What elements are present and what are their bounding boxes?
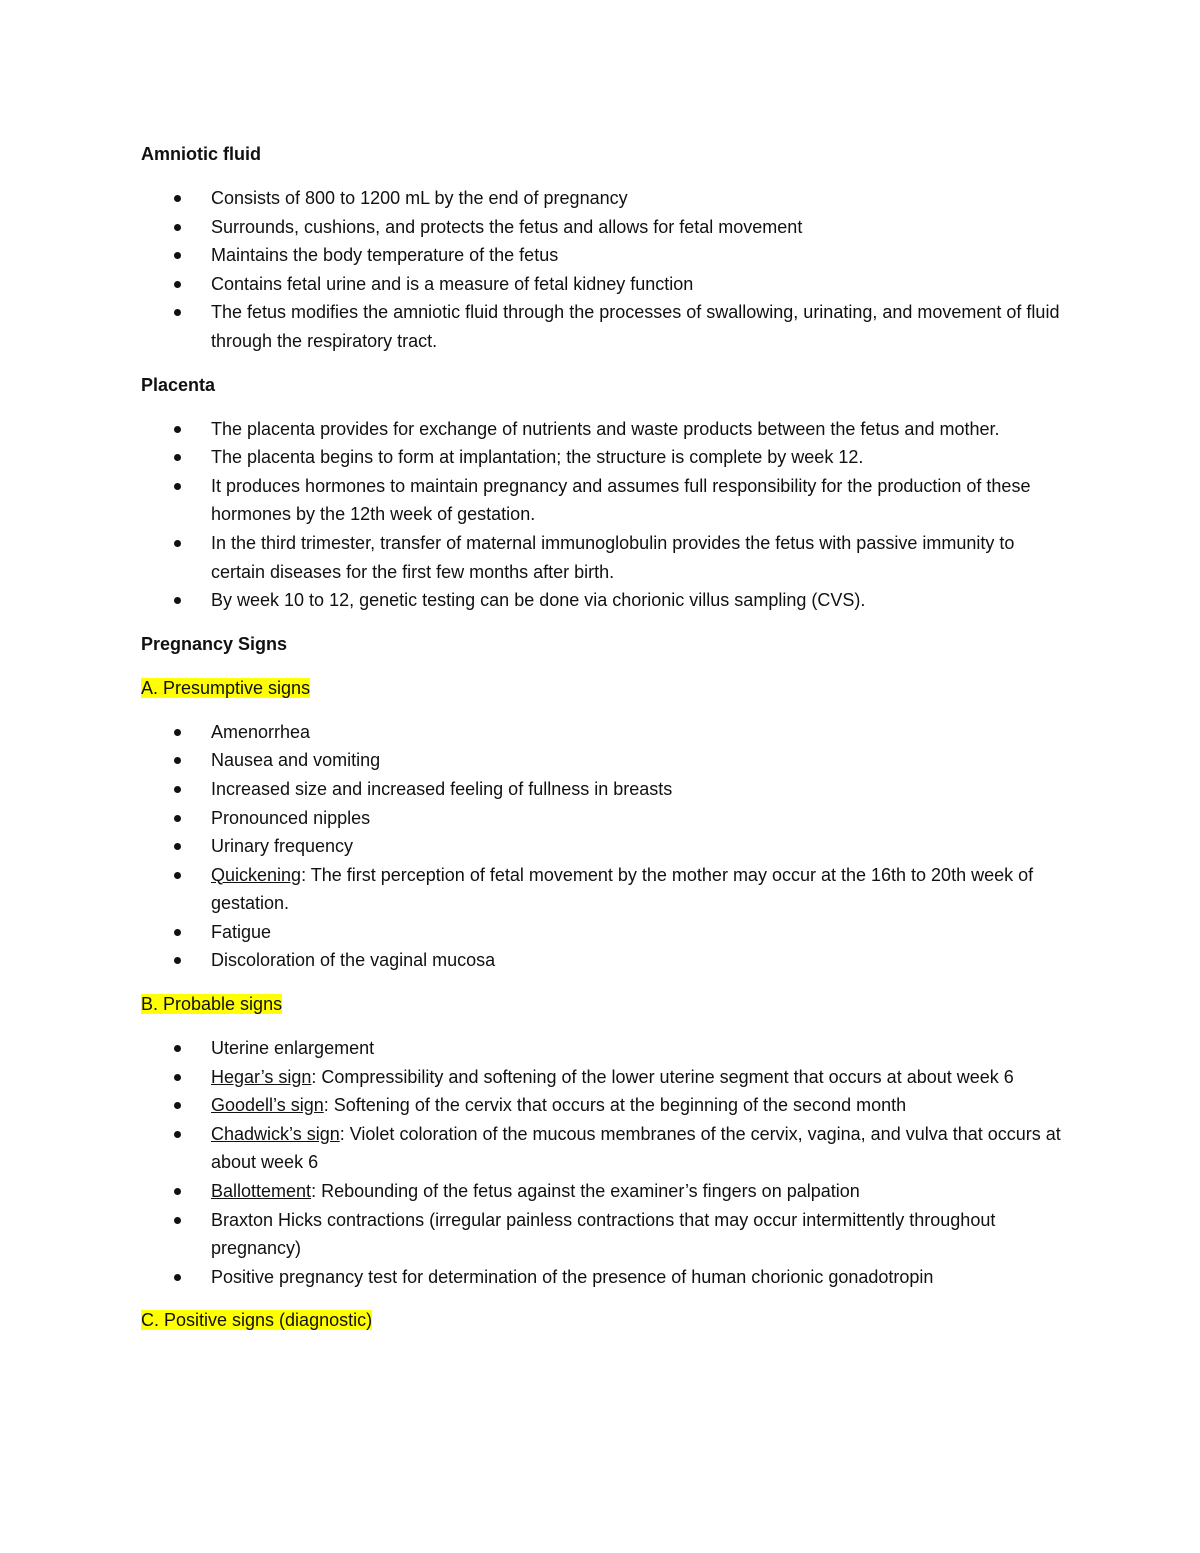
list-item: Increased size and increased feeling of fullness in breasts <box>141 775 1071 804</box>
list-item: Surrounds, cushions, and protects the fetus and allows for fetal movement <box>141 213 1071 242</box>
list-item: By week 10 to 12, genetic testing can be done via chorionic villus sampling (CVS). <box>141 586 1071 615</box>
list-item: The placenta begins to form at implantation; the structure is complete by week 12. <box>141 443 1071 472</box>
highlighted-text: C. Positive signs (diagnostic) <box>141 1310 373 1331</box>
bullet-icon <box>174 252 181 259</box>
list-item: The placenta provides for exchange of nutrients and waste products between the fetus and mother. <box>141 415 1071 444</box>
document-page <box>141 140 1071 1350</box>
section-heading-amniotic-fluid: Amniotic fluid <box>141 144 261 164</box>
list-item: Positive pregnancy test for determination of the presence of human chorionic gonadotropin <box>141 1263 1071 1292</box>
bullet-icon <box>174 426 181 433</box>
highlighted-text: B. Probable signs <box>141 994 283 1015</box>
list-item: Uterine enlargement <box>141 1034 1071 1063</box>
list-item: The fetus modifies the amniotic fluid through the processes of swallowing, urinating, and movement of fluid through the respiratory tract. <box>141 298 1071 355</box>
bullet-icon <box>174 1274 181 1281</box>
probable-signs-list <box>141 1034 1071 1291</box>
bullet-icon <box>174 1045 181 1052</box>
bullet-icon <box>174 1217 181 1224</box>
list-item: In the third trimester, transfer of maternal immunoglobulin provides the fetus with passive immunity to certain diseases for the first few months after birth. <box>141 529 1071 586</box>
placenta-list <box>141 415 1071 615</box>
list-item: Quickening: The first perception of fetal movement by the mother may occur at the 16th to 20th week of gestation. <box>141 861 1071 918</box>
subheading-probable-signs <box>141 990 1071 1019</box>
section-heading-pregnancy-signs: Pregnancy Signs <box>141 633 288 654</box>
bullet-icon <box>174 454 181 461</box>
term-hegars-sign: Hegar’s sign <box>211 1066 312 1087</box>
list-item: Hegar’s sign: Compressibility and softening of the lower uterine segment that occurs at about week 6 <box>141 1063 1071 1092</box>
bullet-icon <box>174 1102 181 1109</box>
highlighted-text: A. Presumptive signs <box>141 677 311 698</box>
bullet-icon <box>174 843 181 850</box>
bullet-icon <box>174 195 181 202</box>
bullet-icon <box>174 1188 181 1195</box>
bullet-icon <box>174 872 181 879</box>
list-item: Chadwick’s sign: Violet coloration of the mucous membranes of the cervix, vagina, and vulva that occurs at about week 6 <box>141 1120 1071 1177</box>
list-item: Nausea and vomiting <box>141 746 1071 775</box>
list-item: Pronounced nipples <box>141 804 1071 833</box>
list-item: Ballottement: Rebounding of the fetus against the examiner’s fingers on palpation <box>141 1177 1071 1206</box>
bullet-icon <box>174 786 181 793</box>
list-item: It produces hormones to maintain pregnancy and assumes full responsibility for the production of these hormones by the 12th week of gestation. <box>141 472 1071 529</box>
bullet-icon <box>174 729 181 736</box>
presumptive-signs-list <box>141 718 1071 975</box>
list-item: Fatigue <box>141 918 1071 947</box>
bullet-icon <box>174 957 181 964</box>
bullet-icon <box>174 483 181 490</box>
bullet-icon <box>174 815 181 822</box>
bullet-icon <box>174 224 181 231</box>
list-item: Amenorrhea <box>141 718 1071 747</box>
term-quickening: Quickening <box>211 864 302 885</box>
list-item: Consists of 800 to 1200 mL by the end of pregnancy <box>141 184 1071 213</box>
list-item: Maintains the body temperature of the fetus <box>141 241 1071 270</box>
term-goodells-sign: Goodell’s sign <box>211 1095 324 1116</box>
bullet-icon <box>174 309 181 316</box>
bullet-icon <box>174 281 181 288</box>
bullet-icon <box>174 929 181 936</box>
bullet-icon <box>174 757 181 764</box>
amniotic-fluid-list <box>141 184 1071 356</box>
bullet-icon <box>174 1074 181 1081</box>
list-item: Urinary frequency <box>141 832 1071 861</box>
bullet-icon <box>174 540 181 547</box>
term-ballottement: Ballottement <box>211 1181 312 1202</box>
list-item: Goodell’s sign: Softening of the cervix that occurs at the beginning of the second month <box>141 1091 1071 1120</box>
section-heading-placenta: Placenta <box>141 374 216 395</box>
subheading-presumptive-signs <box>141 674 1071 703</box>
list-item: Braxton Hicks contractions (irregular painless contractions that may occur intermittently throughout pregnancy) <box>141 1206 1071 1263</box>
subheading-positive-signs <box>141 1306 1071 1335</box>
list-item: Discoloration of the vaginal mucosa <box>141 946 1071 975</box>
bullet-icon <box>174 1131 181 1138</box>
bullet-icon <box>174 597 181 604</box>
list-item: Contains fetal urine and is a measure of fetal kidney function <box>141 270 1071 299</box>
term-chadwicks-sign: Chadwick’s sign <box>211 1123 340 1144</box>
